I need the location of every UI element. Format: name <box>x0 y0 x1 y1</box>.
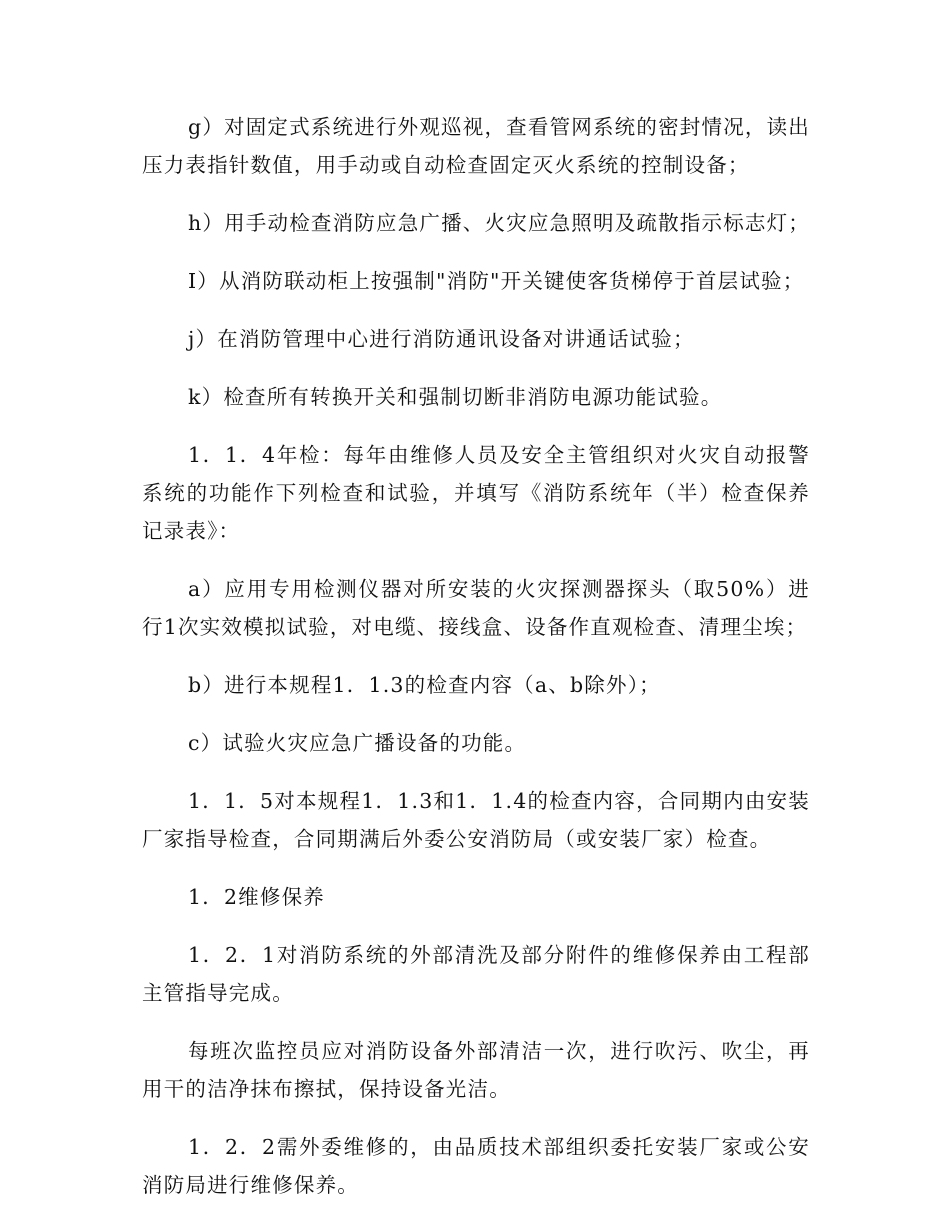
paragraph-j-intercom-test: j）在消防管理中心进行消防通讯设备对讲通话试验； <box>188 327 695 351</box>
paragraph-k-power-cutoff-test: k）检查所有转换开关和强制切断非消防电源功能试验。 <box>188 385 723 409</box>
paragraph-h-emergency-broadcast-check: h）用手动检查消防应急广播、火灾应急照明及疏散指示标志灯； <box>188 211 811 235</box>
section-heading-1-2-maintenance: 1．2维修保养 <box>188 885 325 909</box>
paragraph-g-fixed-system-inspection: g）对固定式系统进行外观巡视，查看管网系统的密封情况，读出压力表指针数值，用手动或自动检查固定灭火系统的控制设备； <box>142 115 810 177</box>
paragraph-c-broadcast-function: c）试验火灾应急广播设备的功能。 <box>188 731 527 755</box>
paragraph-1-1-5-contract-inspection: 1．1．5对本规程1．1.3和1．1.4的检查内容，合同期内由安装厂家指导检查，合同期满后外委公安消防局（或安装厂家）检查。 <box>142 789 810 851</box>
paragraph-b-repeat-checks: b）进行本规程1．1.3的检查内容（a、b除外）； <box>188 673 661 697</box>
paragraph-i-elevator-test: I）从消防联动柜上按强制"消防"开关键使客货梯停于首层试验； <box>188 269 805 293</box>
paragraph-1-2-1-external-cleaning: 1．2．1对消防系统的外部清洗及部分附件的维修保养由工程部主管指导完成。 <box>142 943 810 1005</box>
paragraph-shift-cleaning: 每班次监控员应对消防设备外部清洁一次，进行吹污、吹尘，再用干的洁净抹布擦拭，保持设备光洁。 <box>142 1039 810 1101</box>
document-page <box>142 108 810 1204</box>
paragraph-1-1-4-annual-inspection: 1．1．4年检：每年由维修人员及安全主管组织对火灾自动报警系统的功能作下列检查和试验，并填写《消防系统年（半）检查保养记录表》： <box>142 443 810 543</box>
paragraph-a-detector-simulation: a）应用专用检测仪器对所安装的火灾探测器探头（取50%）进行1次实效模拟试验，对电缆、接线盒、设备作直观检查、清理尘埃； <box>142 577 810 639</box>
paragraph-1-2-2-outsourced-repair: 1．2．2需外委维修的，由品质技术部组织委托安装厂家或公安消防局进行维修保养。 <box>142 1135 810 1197</box>
